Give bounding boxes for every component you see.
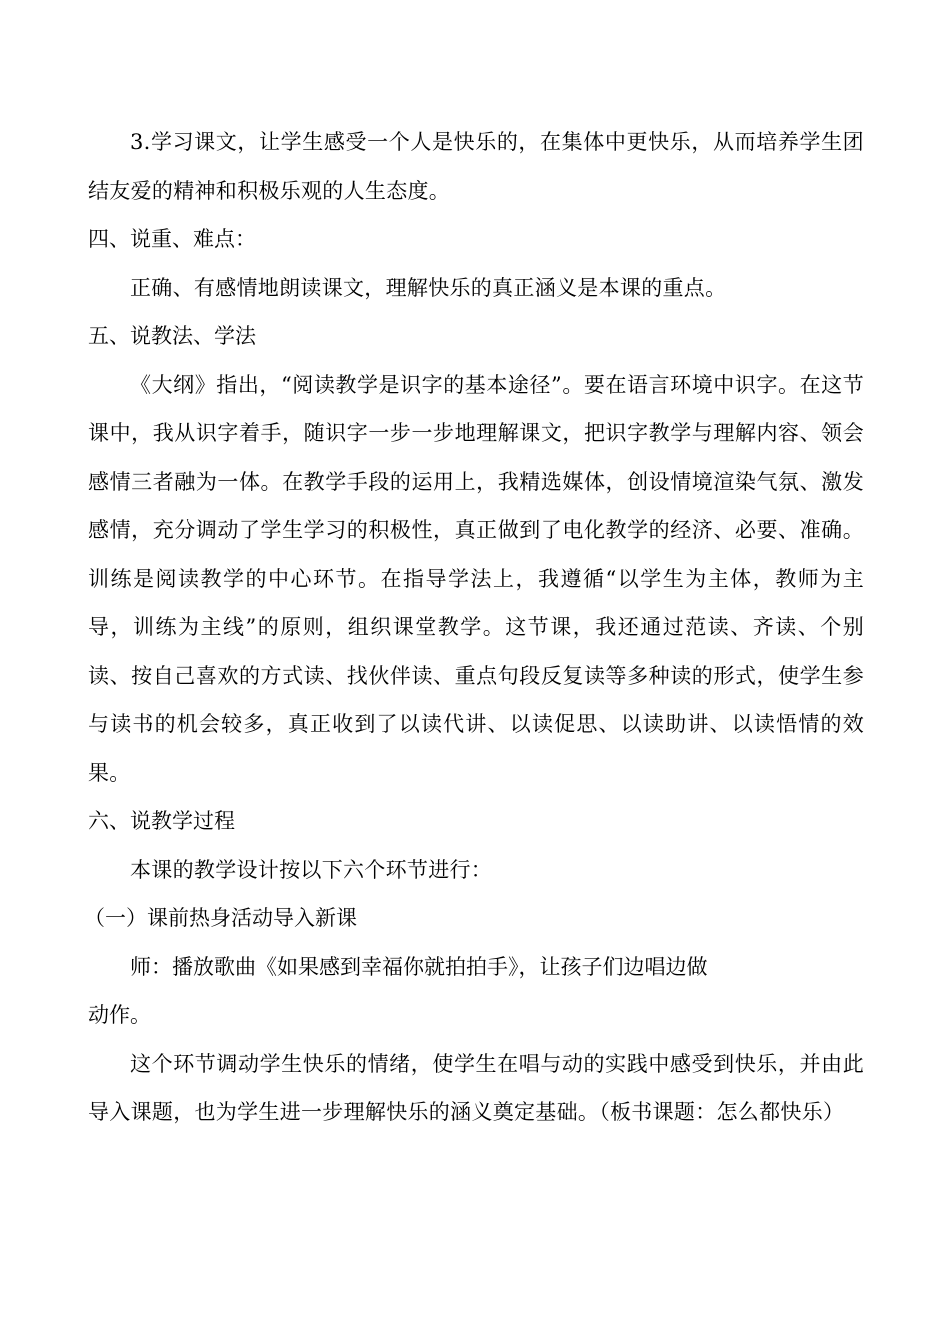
paragraph-teacher-line-2: 动作。 — [88, 1003, 151, 1027]
paragraph-step-1-explanation: 这个环节调动学生快乐的情绪，使学生在唱与动的实践中感受到快乐，并由此导入课题，也为学生进一步理解快乐的涵义奠定基础。（板书课题：怎么都快乐） — [88, 1051, 864, 1124]
step-heading-1: （一）课前热身活动导入新课 — [84, 906, 357, 930]
paragraph-teaching-method: 《大纲》指出，“阅读教学是识字的基本途径”。要在语言环境中识字。在这节课中，我从识字着手，随识字一步一步地理解课文，把识字教学与理解内容、领会感情三者融为一体。在教学手段的运用上，我精选媒体，创设情境渲染气氛、激发感情，充分调动了学生学习的积极性，真正做到了电化教学的经济、必要、准确。 训练是阅读教学的中心环节。在指导学法上，我遵循“以学生为主体，教师为主导，训练为主线”的原则，组织课堂教学。这节课，我还通过范读、齐读、个别读、按自己喜欢的方式读、找伙伴读、重点句段反复读等多种读的形式，使学生参与读书的机会较多，真正收到了以读代讲、以读促思、以读助讲、以读悟情的效果。 — [88, 372, 864, 785]
section-heading-6: 六、说教学过程 — [88, 809, 235, 833]
paragraph-key-point: 正确、有感情地朗读课文，理解快乐的真正涵义是本课的重点。 — [130, 275, 727, 300]
document-page — [84, 118, 864, 1137]
section-heading-4: 四、说重、难点： — [88, 227, 256, 251]
paragraph-process-intro: 本课的教学设计按以下六个环节进行： — [130, 857, 493, 882]
paragraph-teacher-line-1: 师：播放歌曲《如果感到幸福你就拍拍手》，让孩子们边唱边做 — [130, 954, 708, 979]
paragraph-goal-3: 3.学习课文，让学生感受一个人是快乐的，在集体中更快乐，从而培养学生团结友爱的精神和积极乐观的人生态度。 — [88, 130, 864, 203]
section-heading-5: 五、说教法、学法 — [88, 324, 256, 348]
